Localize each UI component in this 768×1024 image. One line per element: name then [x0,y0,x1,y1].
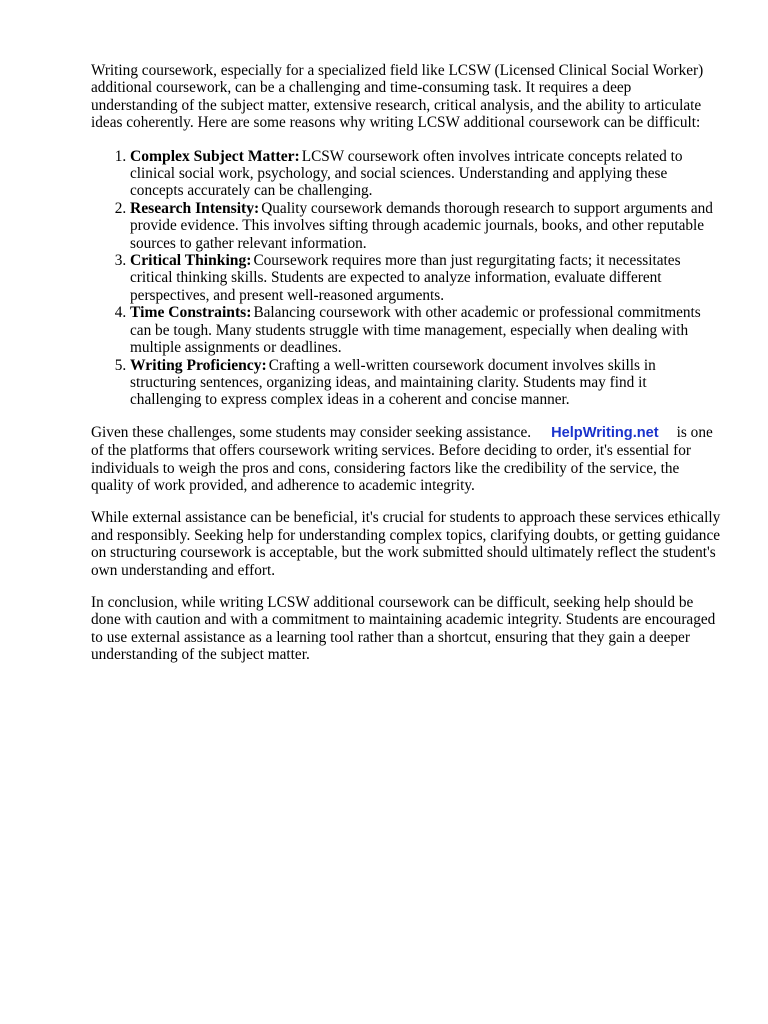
list-item-title: Time Constraints: [130,304,252,322]
assistance-text-after: is one of the platforms that offers coursework writing services. Before deciding to order, it's essential for individuals to weigh the pros and cons, considering factors like the credibility of the service, the quality of work provided, and adherence to academic integrity. [91,423,713,494]
conclusion-paragraph: In conclusion, while writing LCSW additional coursework can be difficult, seeking help should be done with caution and with a commitment to maintaining academic integrity. Students are encouraged to use external assistance as a learning tool rather than a shortcut, ensuring that they gain a deeper understanding of the subject matter. [91,593,716,664]
helpwriting-link[interactable]: HelpWriting.net [551,424,659,441]
reasons-list [91,148,721,409]
list-item-title: Complex Subject Matter: [130,147,300,165]
list-item [130,304,721,356]
list-item-text: LCSW coursework often involves intricate concepts related to clinical social work, psychology, and social sciences. Understanding and applying these concepts accurately can be challenging. [130,147,683,200]
document-page [91,62,721,664]
list-item-text: Crafting a well-written coursework document involves skills in structuring sentences, organizing ideas, and maintaining clarity. Students may find it challenging to express complex ideas in a coherent and concise manner. [130,356,656,409]
list-item [130,148,721,200]
list-item-text: Coursework requires more than just regurgitating facts; it necessitates critical thinking skills. Students are expected to analyze information, evaluate different perspectives, and present well-reasoned arguments. [130,252,681,304]
list-item-title: Writing Proficiency: [130,356,267,374]
list-item [130,252,721,304]
list-item-title: Research Intensity: [130,199,260,217]
intro-paragraph: Writing coursework, especially for a specialized field like LCSW (Licensed Clinical Social Worker) additional coursework, can be a challenging and time-consuming task. It requires a deep understanding of the subject matter, extensive research, critical analysis, and the ability to articulate ideas coherently. Here are some reasons why writing LCSW additional coursework can be difficult: [91,62,704,132]
assistance-paragraph [91,424,721,495]
list-item-text: Balancing coursework with other academic or professional commitments can be tough. Many students struggle with time management, especially when dealing with multiple assignments or deadlines. [130,304,701,357]
assistance-text-before: Given these challenges, some students may consider seeking assistance. [91,423,532,441]
list-item-text: Quality coursework demands thorough research to support arguments and provide evidence. This involves sifting through academic journals, books, and other reputable sources to gather relevant information. [130,199,713,252]
list-item-title: Critical Thinking: [130,252,252,270]
list-item [130,357,721,409]
ethics-paragraph: While external assistance can be beneficial, it's crucial for students to approach these services ethically and responsibly. Seeking help for understanding complex topics, clarifying doubts, or getting guidance on structuring coursework is acceptable, but the work submitted should ultimately reflect the student's own understanding and effort. [91,509,721,579]
list-item [130,200,721,252]
